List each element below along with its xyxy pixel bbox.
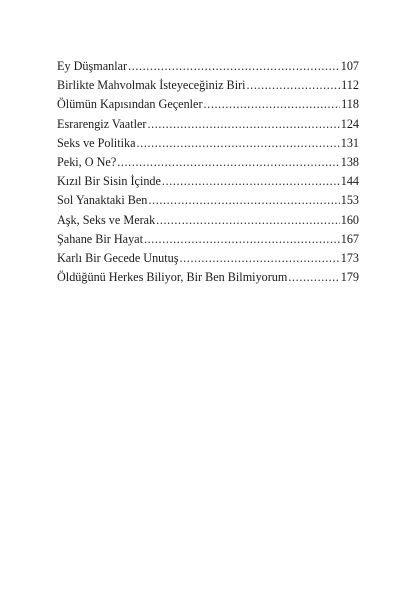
toc-entry: [57, 191, 359, 210]
dot-leader: [148, 191, 339, 210]
toc-entry-page: 138: [340, 154, 359, 169]
toc-entry-page: 131: [340, 135, 359, 150]
dot-leader: [117, 153, 339, 172]
dot-leader: [162, 172, 340, 191]
toc-entry-page: 118: [341, 97, 359, 112]
toc-entry-title: Peki, O Ne?: [57, 154, 117, 169]
toc-entry: [57, 57, 359, 76]
toc-entry-page: 167: [340, 231, 359, 246]
toc-entry-title: Birlikte Mahvolmak İsteyeceğiniz Biri: [57, 78, 246, 93]
toc-entry-title: Ey Düşmanlar: [57, 59, 128, 73]
toc-entry-page: 144: [340, 174, 359, 189]
toc-entry-page: 160: [340, 212, 359, 227]
dot-leader: [204, 95, 341, 114]
toc-entry: [57, 115, 359, 134]
toc-entry-title: Öldüğünü Herkes Biliyor, Bir Ben Bilmiyorum: [57, 270, 288, 285]
dot-leader: [137, 134, 340, 153]
dot-leader: [247, 76, 341, 95]
toc-entry-title: Sol Yanaktaki Ben: [57, 193, 148, 208]
toc-entry-page: 173: [340, 250, 359, 265]
toc-entry-page: 153: [340, 193, 359, 208]
toc-entry-page: 179: [340, 270, 359, 285]
toc-entry-page: 112: [341, 78, 359, 93]
toc-entry-title: Kızıl Bir Sisin İçinde: [57, 174, 161, 189]
table-of-contents: [57, 57, 359, 287]
toc-entry-page: 107: [340, 59, 359, 73]
dot-leader: [147, 115, 339, 134]
toc-entry: [57, 134, 359, 153]
toc-entry-title: Karlı Bir Gecede Unutuş: [57, 250, 179, 265]
dot-leader: [288, 268, 339, 287]
toc-entry: [57, 211, 359, 230]
toc-entry: [57, 249, 359, 268]
toc-entry-title: Aşk, Seks ve Merak: [57, 212, 156, 227]
toc-entry: [57, 76, 359, 95]
toc-entry: [57, 95, 359, 114]
dot-leader: [156, 211, 340, 230]
toc-entry-title: Esrarengiz Vaatler: [57, 116, 147, 131]
toc-entry-title: Ölümün Kapısından Geçenler: [57, 97, 203, 112]
toc-entry: [57, 153, 359, 172]
dot-leader: [128, 57, 340, 76]
toc-entry-page: 124: [340, 116, 359, 131]
dot-leader: [144, 230, 340, 249]
dot-leader: [180, 249, 340, 268]
toc-entry: [57, 268, 359, 287]
toc-entry: [57, 172, 359, 191]
toc-entry: [57, 230, 359, 249]
toc-entry-title: Seks ve Politika: [57, 135, 136, 150]
toc-entry-title: Şahane Bir Hayat: [57, 231, 143, 246]
